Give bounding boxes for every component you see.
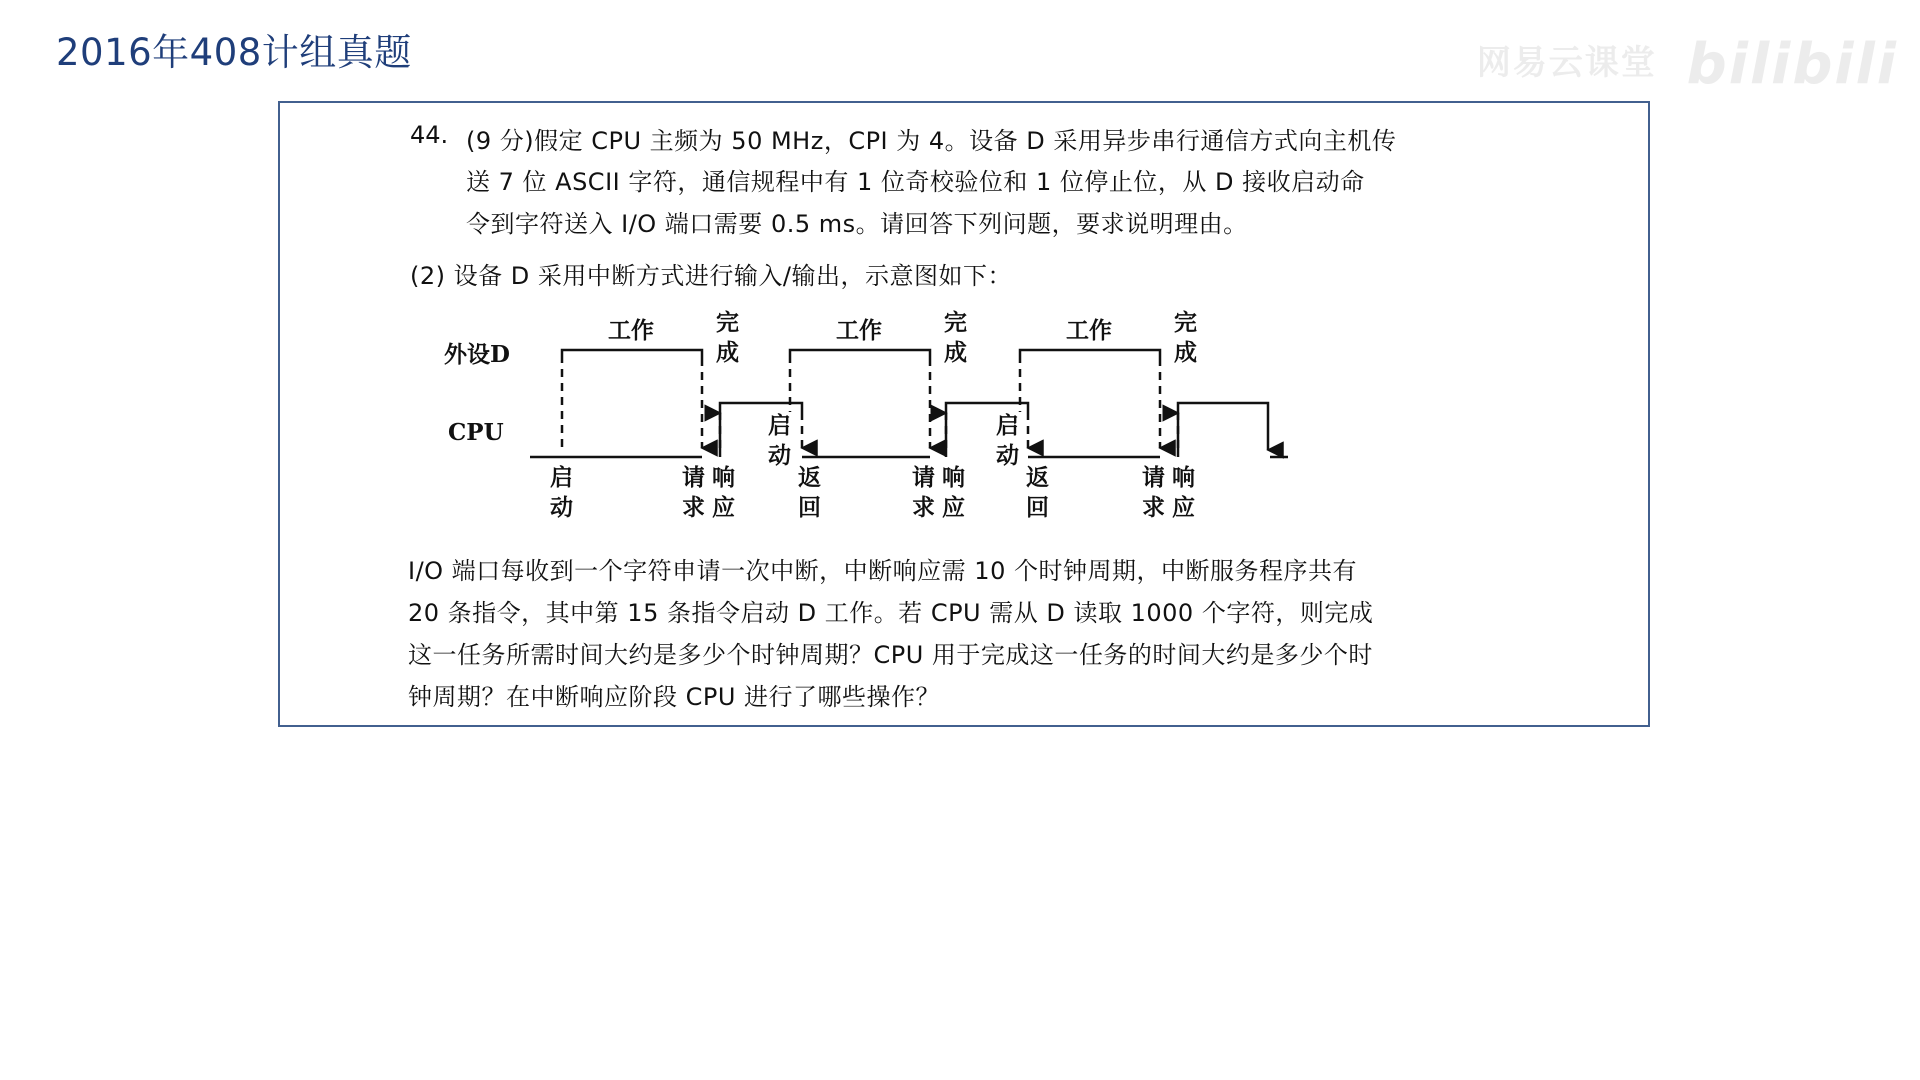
body-line-1: I/O 端口每收到一个字符申请一次中断，中断响应需 10 个时钟周期，中断服务程序共有 [408,557,1357,585]
device-waveform [562,350,1160,358]
response-label-3-bottom: 应 [1172,494,1195,521]
interrupt-timing-diagram [430,300,1310,530]
done-label-3-top: 完 [1174,309,1197,336]
dashed-links [562,355,1178,452]
done-label-1-bottom: 成 [716,339,739,366]
watermark-text: 网易云课堂 [1476,43,1657,83]
return-label-2-top: 返 [1026,464,1049,491]
bilibili-logo-icon: bilibili [1686,32,1898,97]
request-label-1-bottom: 求 [682,494,705,521]
question-number: 44. [410,121,449,149]
intro-line-1: (9 分)假定 CPU 主频为 50 MHz，CPI 为 4。设备 D 采用异步串行通信方式向主机传 [466,127,1397,155]
cpu-waveform [530,403,1288,457]
start-label-initial-top: 启 [550,464,573,491]
sub-question: (2) 设备 D 采用中断方式进行输入/输出，示意图如下： [410,262,1012,290]
slide-title: 2016年408计组真题 [56,31,412,74]
request-label-3-bottom: 求 [1142,494,1165,521]
request-label-2-bottom: 求 [912,494,935,521]
work-label-2: 工作 [836,317,882,344]
start-label-3-top: 启 [996,412,1019,439]
return-label-1-top: 返 [798,464,821,491]
device-row-label: 外设D [444,341,510,368]
done-label-2-bottom: 成 [944,339,967,366]
watermark [1477,32,1898,97]
return-label-2-bottom: 回 [1026,494,1049,521]
start-label-initial-bottom: 动 [550,494,573,521]
response-label-2-top: 响 [942,464,965,491]
start-label-2-top: 启 [768,412,791,439]
body-line-4: 钟周期？在中断响应阶段 CPU 进行了哪些操作？ [408,683,941,711]
done-label-1-top: 完 [716,309,739,336]
work-label-3: 工作 [1066,317,1112,344]
start-label-2-bottom: 动 [768,442,791,469]
request-label-2-top: 请 [912,464,935,491]
start-label-3-bottom: 动 [996,442,1019,469]
return-label-1-bottom: 回 [798,494,821,521]
response-label-1-top: 响 [712,464,735,491]
done-label-3-bottom: 成 [1174,339,1197,366]
body-line-3: 这一任务所需时间大约是多少个时钟周期？CPU 用于完成这一任务的时间大约是多少个时 [408,641,1373,669]
response-label-3-top: 响 [1172,464,1195,491]
work-label-1: 工作 [608,317,654,344]
intro-line-3: 令到字符送入 I/O 端口需要 0.5 ms。请回答下列问题，要求说明理由。 [466,210,1248,238]
request-label-1-top: 请 [682,464,705,491]
cpu-row-label: CPU [448,419,504,446]
done-label-2-top: 完 [944,309,967,336]
request-label-3-top: 请 [1142,464,1165,491]
intro-line-2: 送 7 位 ASCII 字符，通信规程中有 1 位奇校验位和 1 位停止位，从 D 接收启动命 [466,168,1365,196]
response-label-1-bottom: 应 [712,494,735,521]
response-label-2-bottom: 应 [942,494,965,521]
body-line-2: 20 条指令，其中第 15 条指令启动 D 工作。若 CPU 需从 D 读取 1000 个字符，则完成 [408,599,1374,627]
